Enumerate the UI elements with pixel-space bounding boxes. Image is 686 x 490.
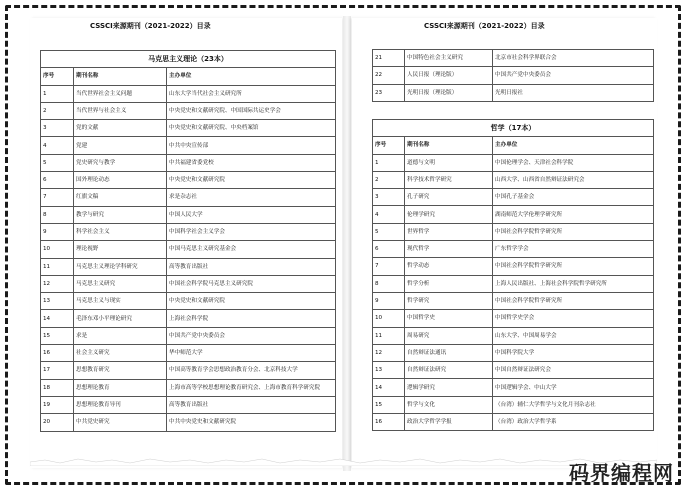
table-row bbox=[373, 50, 654, 67]
row-number: 16 bbox=[41, 345, 74, 362]
torn-paper-edge bbox=[30, 458, 657, 466]
row-number: 3 bbox=[41, 120, 74, 137]
row-number: 4 bbox=[41, 137, 74, 154]
table-row bbox=[373, 379, 654, 396]
sponsor-unit: 中国自然辩证法研究会 bbox=[493, 362, 654, 379]
section-title-row bbox=[41, 51, 336, 68]
journal-name: 伦理学研究 bbox=[405, 206, 493, 223]
journal-name: 党史研究与教学 bbox=[74, 154, 167, 171]
sponsor-unit: 中国社会科学院哲学研究所 bbox=[493, 292, 654, 309]
table-row bbox=[41, 223, 336, 240]
row-number: 12 bbox=[41, 275, 74, 292]
table-row bbox=[373, 154, 654, 171]
table-header-row bbox=[41, 68, 336, 85]
journal-name: 自然辩证法研究 bbox=[405, 362, 493, 379]
row-number: 22 bbox=[373, 67, 405, 84]
journal-name: 理论视野 bbox=[74, 241, 167, 258]
philosophy-table bbox=[372, 119, 654, 431]
journal-name: 哲学研究 bbox=[405, 292, 493, 309]
table-row bbox=[373, 206, 654, 223]
sponsor-unit: 中国科学院大学 bbox=[493, 344, 654, 361]
sponsor-unit: 中国伦理学会、天津社会科学院 bbox=[493, 154, 654, 171]
column-header-no: 序号 bbox=[41, 68, 74, 85]
journal-name: 教学与研究 bbox=[74, 206, 167, 223]
journal-name: 马克思主义与现实 bbox=[74, 293, 167, 310]
row-number: 13 bbox=[373, 362, 405, 379]
journal-name: 逻辑学研究 bbox=[405, 379, 493, 396]
section-title: 马克思主义理论（23本） bbox=[41, 51, 336, 68]
sponsor-unit: （台湾）政治大学哲学系 bbox=[493, 414, 654, 431]
sponsor-unit: 中央党史和文献研究院、中国国际共运史学会 bbox=[167, 102, 336, 119]
left-page bbox=[30, 18, 342, 468]
table-row bbox=[41, 345, 336, 362]
journal-name: 党建 bbox=[74, 137, 167, 154]
row-number: 5 bbox=[373, 223, 405, 240]
row-number: 14 bbox=[41, 310, 74, 327]
table-row bbox=[373, 327, 654, 344]
sponsor-unit: 中共中央宣传部 bbox=[167, 137, 336, 154]
row-number: 21 bbox=[373, 50, 405, 67]
sponsor-unit: 上海市高等学校思想理论教育研究会、上海市教育科学研究院 bbox=[167, 379, 336, 396]
row-number: 23 bbox=[373, 84, 405, 101]
table-row bbox=[373, 171, 654, 188]
sponsor-unit: 中国共产党中央委员会 bbox=[167, 327, 336, 344]
row-number: 10 bbox=[373, 310, 405, 327]
sponsor-unit: 中共福建省委党校 bbox=[167, 154, 336, 171]
journal-name: 哲学动态 bbox=[405, 258, 493, 275]
table-row bbox=[373, 310, 654, 327]
sponsor-unit: 山东大学当代社会主义研究所 bbox=[167, 85, 336, 102]
sponsor-unit: 华中师范大学 bbox=[167, 345, 336, 362]
sponsor-unit: 高等教育出版社 bbox=[167, 396, 336, 413]
table-row bbox=[41, 396, 336, 413]
journal-name: 周易研究 bbox=[405, 327, 493, 344]
journal-name: 哲学与文化 bbox=[405, 396, 493, 413]
journal-name: 马克思主义研究 bbox=[74, 275, 167, 292]
journal-name: 科学技术哲学研究 bbox=[405, 171, 493, 188]
row-number: 10 bbox=[41, 241, 74, 258]
journal-name: 中国特色社会主义研究 bbox=[405, 50, 493, 67]
journal-name: 哲学分析 bbox=[405, 275, 493, 292]
sponsor-unit: （台湾）辅仁大学哲学与文化月刊杂志社 bbox=[493, 396, 654, 413]
table-row bbox=[41, 414, 336, 431]
column-header-name: 期刊名称 bbox=[405, 137, 493, 154]
journal-name: 人民日报（理论版） bbox=[405, 67, 493, 84]
journal-name: 世界哲学 bbox=[405, 223, 493, 240]
table-row bbox=[41, 85, 336, 102]
table-row bbox=[41, 310, 336, 327]
table-row bbox=[41, 154, 336, 171]
row-number: 17 bbox=[41, 362, 74, 379]
book-spine bbox=[343, 16, 351, 471]
row-number: 7 bbox=[41, 189, 74, 206]
journal-name: 思想理论教育导刊 bbox=[74, 396, 167, 413]
table-row bbox=[373, 396, 654, 413]
column-header-no: 序号 bbox=[373, 137, 405, 154]
journal-name: 国外理论动态 bbox=[74, 172, 167, 189]
journal-name: 当代世界与社会主义 bbox=[74, 102, 167, 119]
sponsor-unit: 山东大学、中国周易学会 bbox=[493, 327, 654, 344]
table-row bbox=[41, 379, 336, 396]
row-number: 6 bbox=[41, 172, 74, 189]
row-number: 8 bbox=[373, 275, 405, 292]
sponsor-unit: 中国科学社会主义学会 bbox=[167, 223, 336, 240]
sponsor-unit: 上海社会科学院 bbox=[167, 310, 336, 327]
column-header-name: 期刊名称 bbox=[74, 68, 167, 85]
sponsor-unit: 求是杂志社 bbox=[167, 189, 336, 206]
table-row bbox=[373, 275, 654, 292]
row-number: 4 bbox=[373, 206, 405, 223]
table-row bbox=[373, 292, 654, 309]
sponsor-unit: 北京市社会科学界联合会 bbox=[493, 50, 654, 67]
row-number: 1 bbox=[41, 85, 74, 102]
table-row bbox=[41, 293, 336, 310]
sponsor-unit: 中国社会科学院马克思主义研究院 bbox=[167, 275, 336, 292]
row-number: 13 bbox=[41, 293, 74, 310]
row-number: 15 bbox=[41, 327, 74, 344]
marxism-continued-table bbox=[372, 49, 654, 102]
sponsor-unit: 中国哲学史学会 bbox=[493, 310, 654, 327]
row-number: 6 bbox=[373, 241, 405, 258]
column-header-sponsor: 主办单位 bbox=[493, 137, 654, 154]
marxism-table bbox=[40, 50, 336, 432]
table-row bbox=[373, 344, 654, 361]
row-number: 9 bbox=[373, 292, 405, 309]
journal-name: 现代哲学 bbox=[405, 241, 493, 258]
sponsor-unit: 光明日报社 bbox=[493, 84, 654, 101]
row-number: 8 bbox=[41, 206, 74, 223]
sponsor-unit: 中国社会科学院哲学研究所 bbox=[493, 223, 654, 240]
journal-name: 求是 bbox=[74, 327, 167, 344]
sponsor-unit: 中国逻辑学会、中山大学 bbox=[493, 379, 654, 396]
table-row bbox=[373, 67, 654, 84]
table-row bbox=[41, 241, 336, 258]
table-row bbox=[373, 84, 654, 101]
journal-name: 思想教育研究 bbox=[74, 362, 167, 379]
table-row bbox=[41, 275, 336, 292]
journal-name: 自然辩证法通讯 bbox=[405, 344, 493, 361]
sponsor-unit: 广东哲学学会 bbox=[493, 241, 654, 258]
table-row bbox=[41, 172, 336, 189]
row-number: 2 bbox=[373, 171, 405, 188]
table-row bbox=[373, 241, 654, 258]
watermark: 码界编程网 bbox=[569, 461, 674, 485]
right-page bbox=[352, 18, 657, 468]
sponsor-unit: 中共中央党史和文献研究院 bbox=[167, 414, 336, 431]
row-number: 3 bbox=[373, 189, 405, 206]
sponsor-unit: 山西大学、山西省自然辩证法研究会 bbox=[493, 171, 654, 188]
table-header-row bbox=[373, 137, 654, 154]
journal-name: 毛泽东邓小平理论研究 bbox=[74, 310, 167, 327]
sponsor-unit: 中国社会科学院哲学研究所 bbox=[493, 258, 654, 275]
table-row bbox=[41, 189, 336, 206]
table-row bbox=[41, 137, 336, 154]
journal-name: 中共党史研究 bbox=[74, 414, 167, 431]
row-number: 18 bbox=[41, 379, 74, 396]
row-number: 20 bbox=[41, 414, 74, 431]
sponsor-unit: 中央党史和文献研究院 bbox=[167, 172, 336, 189]
row-number: 12 bbox=[373, 344, 405, 361]
journal-name: 道德与文明 bbox=[405, 154, 493, 171]
table-row bbox=[41, 362, 336, 379]
journal-name: 中国哲学史 bbox=[405, 310, 493, 327]
journal-name: 红旗文稿 bbox=[74, 189, 167, 206]
row-number: 2 bbox=[41, 102, 74, 119]
row-number: 9 bbox=[41, 223, 74, 240]
sponsor-unit: 中国共产党中央委员会 bbox=[493, 67, 654, 84]
table-row bbox=[41, 206, 336, 223]
table-row bbox=[41, 102, 336, 119]
sponsor-unit: 高等教育出版社 bbox=[167, 258, 336, 275]
row-number: 5 bbox=[41, 154, 74, 171]
row-number: 7 bbox=[373, 258, 405, 275]
journal-name: 光明日报（理论版） bbox=[405, 84, 493, 101]
sponsor-unit: 中国高等教育学会思想政治教育分会、北京科技大学 bbox=[167, 362, 336, 379]
row-number: 11 bbox=[41, 258, 74, 275]
journal-name: 科学社会主义 bbox=[74, 223, 167, 240]
table-row bbox=[373, 362, 654, 379]
sponsor-unit: 中央党史和文献研究院 bbox=[167, 293, 336, 310]
column-header-sponsor: 主办单位 bbox=[167, 68, 336, 85]
section-title-row bbox=[373, 120, 654, 137]
journal-name: 党的文献 bbox=[74, 120, 167, 137]
journal-name: 孔子研究 bbox=[405, 189, 493, 206]
sponsor-unit: 上海人民出版社、上海社会科学院哲学研究所 bbox=[493, 275, 654, 292]
sponsor-unit: 中国人民大学 bbox=[167, 206, 336, 223]
journal-name: 当代世界社会主义问题 bbox=[74, 85, 167, 102]
row-number: 16 bbox=[373, 414, 405, 431]
row-number: 11 bbox=[373, 327, 405, 344]
row-number: 14 bbox=[373, 379, 405, 396]
row-number: 1 bbox=[373, 154, 405, 171]
journal-name: 社会主义研究 bbox=[74, 345, 167, 362]
section-title: 哲学（17本） bbox=[373, 120, 654, 137]
row-number: 15 bbox=[373, 396, 405, 413]
sponsor-unit: 湖南师范大学伦理学研究所 bbox=[493, 206, 654, 223]
row-number: 19 bbox=[41, 396, 74, 413]
journal-name: 政治大学哲学学报 bbox=[405, 414, 493, 431]
table-row bbox=[41, 258, 336, 275]
table-row bbox=[373, 258, 654, 275]
table-row bbox=[41, 327, 336, 344]
journal-name: 思想理论教育 bbox=[74, 379, 167, 396]
sponsor-unit: 中央党史和文献研究院、中央档案馆 bbox=[167, 120, 336, 137]
table-row bbox=[373, 223, 654, 240]
sponsor-unit: 中国孔子基金会 bbox=[493, 189, 654, 206]
left-page-header: CSSCI来源期刊（2021-2022）目录 bbox=[90, 22, 211, 30]
sponsor-unit: 中国马克思主义研究基金会 bbox=[167, 241, 336, 258]
journal-name: 马克思主义理论学科研究 bbox=[74, 258, 167, 275]
right-page-header: CSSCI来源期刊（2021-2022）目录 bbox=[424, 22, 545, 30]
table-row bbox=[373, 414, 654, 431]
table-row bbox=[41, 120, 336, 137]
table-row bbox=[373, 189, 654, 206]
